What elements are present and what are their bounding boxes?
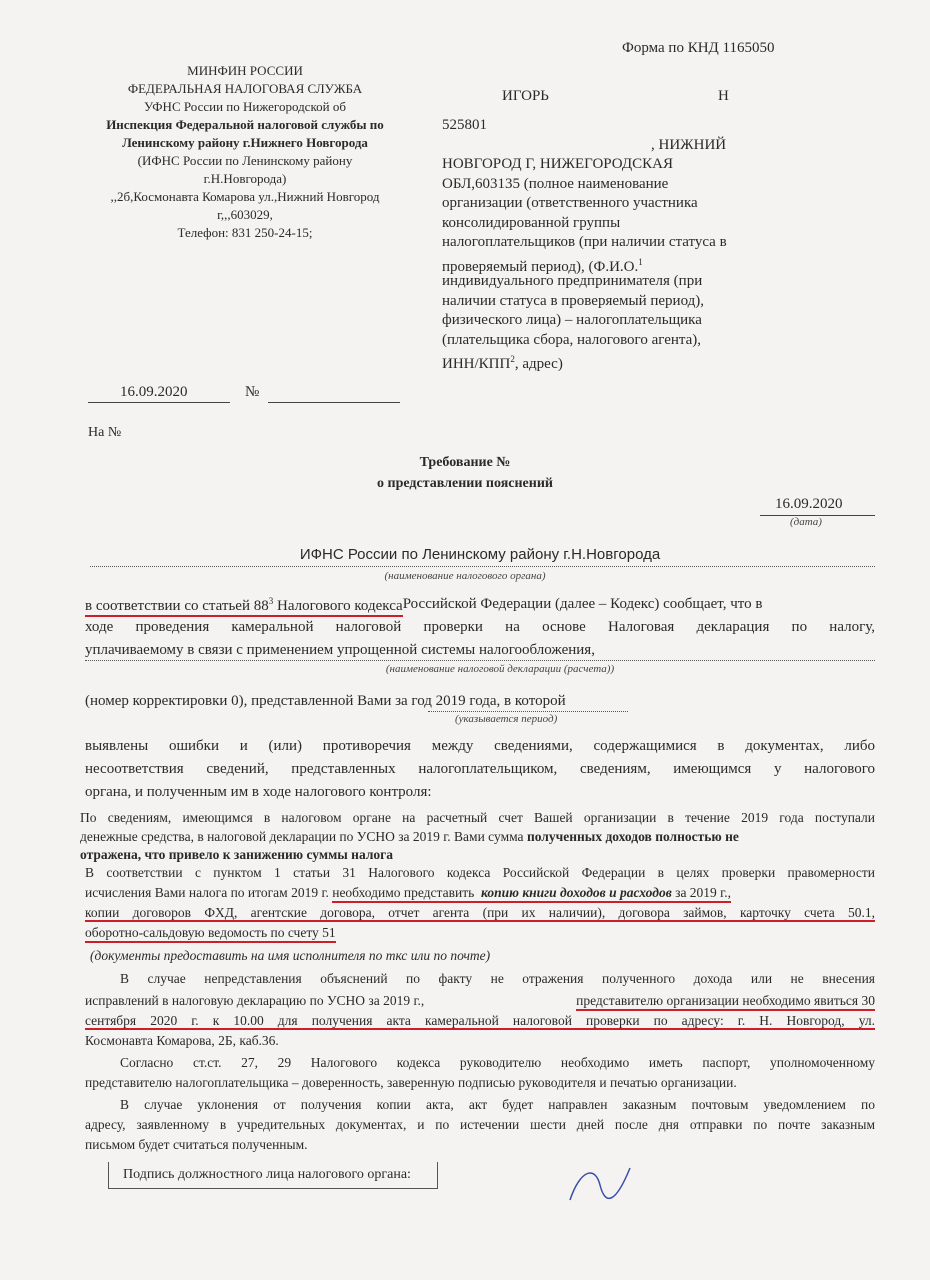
text: необходимо представить bbox=[332, 885, 478, 900]
regional-office: УФНС России по Нижегородской об bbox=[144, 99, 346, 114]
paragraph-line: В соответствии с пунктом 1 статьи 31 Налогового кодекса Российской Федерации в целях проверки правомерности bbox=[85, 865, 875, 880]
date-underline bbox=[88, 402, 230, 403]
service: ФЕДЕРАЛЬНАЯ НАЛОГОВАЯ СЛУЖБА bbox=[127, 81, 363, 96]
highlighted-text: сентября 2020 г. к 10.00 для получения акта камеральной налоговой проверки по адресу: г. Н. Новгород, ул. bbox=[85, 1013, 875, 1028]
recipient-line: налогоплательщиков (при наличии статуса в bbox=[442, 234, 727, 250]
period-caption: (указывается период) bbox=[455, 713, 558, 725]
paragraph-line: представителю налогоплательщика – доверенность, заверенную подписью руководителя и печатью организации. bbox=[85, 1075, 737, 1090]
document-subtitle: о представлении пояснений bbox=[377, 476, 553, 491]
documents-note: (документы предоставить на имя исполнителя по ткс или по почте) bbox=[90, 948, 491, 963]
inspection-name-2: Ленинскому району г.Нижнего Новгорода bbox=[122, 135, 368, 150]
ministry: МИНФИН РОССИИ bbox=[187, 63, 303, 78]
document-date: 16.09.2020 bbox=[120, 384, 188, 400]
recipient-line: ОБЛ,603135 (полное наименование bbox=[442, 175, 669, 192]
paragraph-line bbox=[85, 993, 875, 1011]
paragraph-line: адресу, заявленному в учредительных документах, и по истечении шести дней после дня отправки по почте заказным bbox=[85, 1117, 875, 1132]
paragraph-line: выявлены ошибки и (или) противоречия между сведениями, содержащимися в документах, либо bbox=[85, 738, 875, 754]
signature-label: Подпись должностного лица налогового органа: bbox=[123, 1167, 411, 1182]
recipient-line bbox=[442, 350, 563, 375]
recipient-name-end: Н bbox=[718, 88, 729, 104]
recipient-text: проверяемый период), (Ф.И.О. bbox=[442, 258, 639, 275]
bold-text: полученных доходов полностью не bbox=[526, 829, 739, 844]
highlighted-text: копии договоров ФХД, агентские договора, отчет агента (при их наличии), договора займов, карточку счета 50.1, bbox=[85, 905, 875, 920]
period-dotted-line bbox=[428, 711, 628, 712]
paragraph-line bbox=[85, 1013, 875, 1029]
text: за 2019 г., bbox=[671, 885, 731, 900]
text: исправлений в налоговую декларацию по УСНО за 2019 г., bbox=[85, 993, 425, 1008]
recipient-line: (плательщика сбора, налогового агента), bbox=[442, 331, 702, 348]
recipient-line: организации (ответственного участника bbox=[442, 195, 698, 211]
issuer-address-2: г,,,603029, bbox=[217, 207, 273, 222]
issuer-address: ,,2б,Космонавта Комарова ул.,Нижний Новгород bbox=[110, 189, 380, 204]
inspection-short: (ИФНС России по Ленинскому району bbox=[137, 153, 353, 168]
footnote-1: 1 bbox=[638, 256, 643, 267]
text: Российской Федерации (далее – Кодекс) сообщает, что в bbox=[402, 596, 763, 612]
paragraph-line: В случае непредставления объяснений по факту не отражения полученного дохода или не внесения bbox=[120, 971, 875, 986]
highlighted-text bbox=[332, 885, 731, 903]
recipient-line: индивидуального предпринимателя (при bbox=[442, 273, 703, 289]
highlighted-text: представителю организации необходимо явиться 30 bbox=[576, 993, 875, 1011]
bold-italic-text: копию книги доходов и расходов bbox=[481, 885, 672, 900]
number-label: № bbox=[245, 384, 260, 400]
paragraph-line bbox=[85, 925, 875, 943]
recipient-line: наличии статуса в проверяемый период), bbox=[442, 292, 705, 309]
paragraph-line: В случае уклонения от получения копии акта, акт будет направлен заказным почтовым уведомлением по bbox=[120, 1097, 875, 1112]
footnote-2: 2 bbox=[510, 354, 515, 364]
text: денежные средства, в налоговой декларации по УСНО за 2019 г. Вами сумма bbox=[80, 829, 524, 844]
date-caption: (дата) bbox=[790, 516, 822, 528]
paragraph-line bbox=[85, 596, 875, 617]
paragraph-line: Космонавта Комарова, 2Б, каб.36. bbox=[85, 1033, 279, 1048]
recipient-text: ИНН/КПП bbox=[442, 356, 511, 372]
paragraph-line: отражена, что привело к занижению суммы налога bbox=[80, 847, 394, 862]
paragraph-line bbox=[85, 905, 875, 921]
text: исчисления Вами налога по итогам 2019 г. bbox=[85, 885, 329, 900]
paragraph-line: органа, и полученным им в ходе налогового контроля: bbox=[85, 784, 432, 800]
text: в соответствии со статьей 88 bbox=[85, 598, 269, 614]
recipient-line: , НИЖНИЙ bbox=[651, 137, 727, 153]
recipient-text: , адрес) bbox=[514, 356, 563, 372]
paragraph-line: ходе проведения камеральной налоговой проверки на основе Налоговая декларация по налогу, bbox=[85, 619, 875, 635]
reply-label: На № bbox=[88, 425, 122, 440]
recipient-line: физического лица) – налогоплательщика bbox=[442, 312, 702, 328]
issuer-block bbox=[75, 62, 415, 242]
signature-field bbox=[108, 1162, 438, 1189]
number-underline bbox=[268, 402, 400, 403]
authority-caption: (наименование налогового органа) bbox=[384, 570, 546, 582]
recipient-line: НОВГОРОД Г, НИЖЕГОРОДСКАЯ bbox=[442, 156, 673, 172]
recipient-name: ИГОРЬ bbox=[502, 88, 549, 104]
document-title: Требование № bbox=[419, 455, 511, 470]
inspection-name: Инспекция Федеральной налоговой службы по bbox=[106, 117, 384, 132]
paragraph-line bbox=[85, 885, 875, 903]
paragraph-line: По сведениям, имеющимся в налоговом органе на расчетный счет Вашей организации в течение 2019 года поступали bbox=[80, 810, 875, 825]
authority-dotted-line bbox=[90, 566, 875, 567]
highlighted-text bbox=[85, 596, 403, 617]
paragraph-line: несоответствия сведений, представленных налогоплательщиком, сведениям, имеющимся у налогового bbox=[85, 761, 875, 777]
declaration-dotted-line bbox=[85, 660, 875, 661]
text: Налогового кодекса bbox=[273, 598, 403, 614]
paragraph-line: письмом будет считаться полученным. bbox=[85, 1137, 308, 1152]
recipient-line: консолидированной группы bbox=[442, 214, 621, 231]
date-right: 16.09.2020 bbox=[775, 496, 843, 512]
tax-authority: ИФНС России по Ленинскому району г.Н.Новгорода bbox=[299, 546, 661, 563]
issuer-phone: Телефон: 831 250-24-15; bbox=[177, 225, 313, 240]
recipient-inn: 525801 bbox=[442, 117, 487, 133]
form-code: Форма по КНД 1165050 bbox=[622, 40, 775, 56]
highlighted-text: оборотно-сальдовую ведомость по счету 51 bbox=[85, 925, 336, 943]
paragraph-line: Согласно ст.ст. 27, 29 Налогового кодекса руководителю необходимо иметь паспорт, уполномоченному bbox=[120, 1055, 875, 1070]
signature-mark bbox=[560, 1160, 640, 1210]
paragraph-line: (номер корректировки 0), представленной Вами за год 2019 года, в которой bbox=[85, 693, 566, 709]
paragraph-line bbox=[80, 829, 875, 845]
superscript: 3 bbox=[268, 596, 274, 606]
paragraph-line: уплачиваемому в связи с применением упрощенной системы налогообложения, bbox=[85, 642, 595, 658]
declaration-caption: (наименование налоговой декларации (расчета)) bbox=[385, 663, 615, 675]
inspection-short-2: г.Н.Новгорода) bbox=[203, 171, 287, 186]
